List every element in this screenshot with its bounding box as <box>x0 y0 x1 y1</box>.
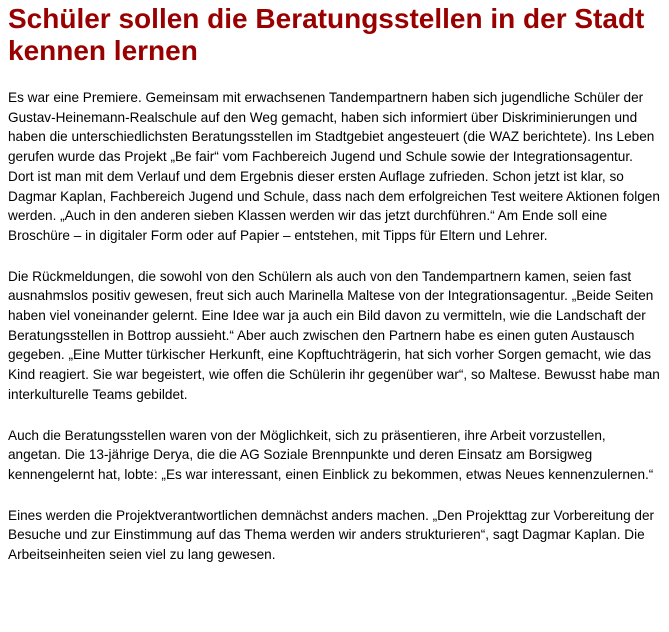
article-paragraph: Es war eine Premiere. Gemeinsam mit erwachsenen Tandempartnern haben sich jugendliche Schüler der Gustav-Heinemann-Realschule auf den Weg gemacht, haben sich informiert über Diskriminierungen und haben die unterschiedlichsten Beratungsstellen im Stadtgebiet angesteuert (die WAZ berichtete). Ins Leben gerufen wurde das Projekt „Be fair“ vom Fachbereich Jugend und Schule sowie der Integrationsagentur. Dort ist man mit dem Verlauf und dem Ergebnis dieser ersten Auflage zufrieden. Schon jetzt ist klar, so Dagmar Kaplan, Fachbereich Jugend und Schule, dass nach dem erfolgreichen Test weitere Aktionen folgen werden. „Auch in den anderen sieben Klassen werden wir das jetzt durchführen.“ Am Ende soll eine Broschüre – in digitaler Form oder auf Papier – entstehen, mit Tipps für Eltern und Lehrer. <box>8 90 660 243</box>
article-paragraph: Eines werden die Projektverantwortlichen demnächst anders machen. „Den Projekttag zur Vorbereitung der Besuche und zur Einstimmung auf das Thema werden wir anders strukturieren“, sagt Dagmar Kaplan. Die Arbeitseinheiten seien viel zu lang gewesen. <box>8 507 655 563</box>
article-paragraph: Die Rückmeldungen, die sowohl von den Schülern als auch von den Tandempartnern kamen, seien fast ausnahmslos positiv gewesen, freut sich auch Marinella Maltese von der Integrationsagentur. „Beide Seiten haben viel voneinander gelernt. Eine Idee war ja auch ein Bild davon zu vermitteln, wie die Landschaft der Beratungsstellen in Bottrop aussieht.“ Aber auch zwischen den Partnern habe es einen guten Austausch gegeben. „Eine Mutter türkischer Herkunft, eine Kopftuchträgerin, hat sich vorher Sorgen gemacht, wie das Kind reagiert. Sie war begeistert, wie offen die Schülerin ihr gegenüber war“, so Maltese. Bewusst habe man interkulturelle Teams gebildet. <box>8 268 660 402</box>
article-headline: Schüler sollen die Beratungsstellen in der Stadt kennen lernen <box>8 3 645 66</box>
article-paragraph: Auch die Beratungsstellen waren von der Möglichkeit, sich zu präsentieren, ihre Arbeit vorzustellen, angetan. Die 13-jährige Derya, die die AG Soziale Brennpunkte und deren Einsatz am Borsigweg kennengelernt hat, lobte: „Es war interessant, einen Einblick zu bekommen, etwas Neues kennenzulernen.“ <box>8 427 654 482</box>
article <box>8 0 662 586</box>
article-body <box>8 88 662 565</box>
